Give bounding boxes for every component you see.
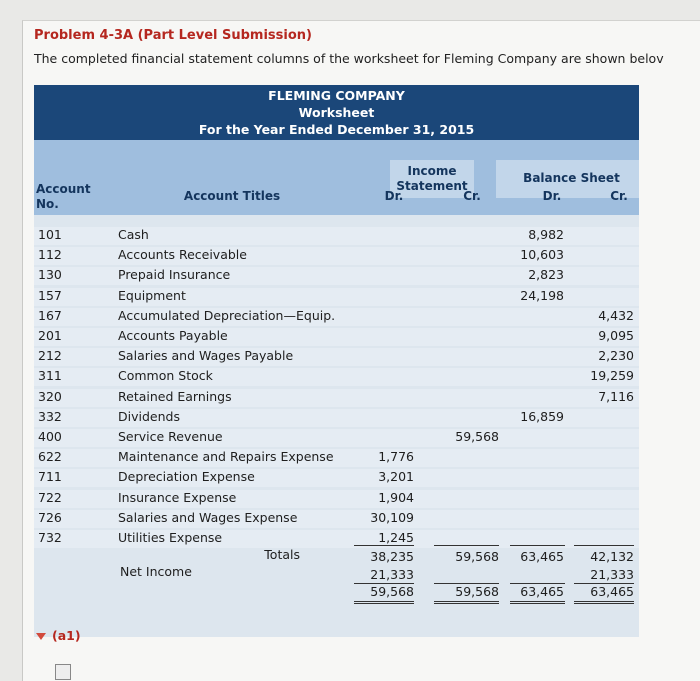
worksheet-header [34, 85, 639, 140]
net-income-income-dr: 21,333 [370, 567, 414, 582]
balance-dr-value [504, 489, 564, 507]
balance-dr-value [504, 307, 564, 325]
account-number: 101 [38, 227, 62, 242]
final-income-dr: 59,568 [370, 584, 414, 599]
income-cr-value [434, 347, 499, 365]
income-cr-header: Cr. [463, 189, 481, 203]
balance-cr-value [569, 428, 634, 446]
balance-cr-value [569, 287, 634, 305]
income-dr-value: 1,776 [378, 449, 414, 465]
total-underline [354, 545, 414, 546]
income-dr-value: 3,201 [378, 469, 414, 485]
income-cr-value [434, 408, 499, 426]
double-underline [434, 601, 499, 604]
income-dr-value [344, 307, 414, 325]
balance-dr-value: 16,859 [520, 408, 564, 424]
account-title: Salaries and Wages Payable [118, 348, 294, 364]
worksheet [34, 85, 639, 637]
account-title: Cash [118, 227, 149, 242]
account-title: Common Stock [118, 368, 213, 384]
account-number: 622 [38, 449, 62, 465]
account-number: 722 [38, 489, 62, 505]
account-number: 157 [38, 287, 62, 303]
income-cr-value [434, 489, 499, 507]
account-number: 332 [38, 408, 62, 424]
account-title: Prepaid Insurance [118, 267, 231, 283]
balance-dr-header: Dr. [542, 189, 562, 203]
account-title: Accounts Payable [118, 328, 228, 343]
income-cr-value [434, 226, 499, 244]
double-underline [574, 601, 634, 604]
account-titles-header: Account Titles [183, 189, 281, 203]
balance-cr-value [569, 468, 634, 486]
income-cr-value [434, 367, 499, 385]
section-a1-label: (a1) [52, 628, 81, 643]
final-balance-cr: 63,465 [590, 584, 634, 599]
total-underline [510, 545, 565, 546]
balance-dr-value [504, 468, 564, 486]
balance-cr-value [569, 266, 634, 284]
account-number: 400 [38, 429, 62, 444]
income-dr-value [344, 246, 414, 264]
account-number: 201 [38, 328, 62, 343]
balance-cr-header: Cr. [610, 189, 628, 203]
account-title: Salaries and Wages Expense [118, 509, 298, 525]
account-number: 311 [38, 368, 62, 384]
account-no-header: Account No. [36, 182, 91, 211]
account-title: Insurance Expense [118, 489, 237, 505]
income-dr-value [344, 408, 414, 426]
checkbox-icon[interactable] [55, 664, 71, 680]
income-cr-value [434, 246, 499, 264]
balance-cr-value: 9,095 [598, 328, 634, 343]
account-title: Service Revenue [118, 429, 223, 444]
balance-dr-value [504, 388, 564, 406]
income-cr-value [434, 327, 499, 345]
account-number: 320 [38, 388, 62, 404]
account-title: Equipment [118, 287, 186, 303]
double-underline [354, 601, 414, 604]
income-dr-value [344, 226, 414, 244]
income-dr-value [344, 327, 414, 345]
income-cr-value [434, 388, 499, 406]
account-title: Depreciation Expense [118, 469, 255, 485]
income-cr-value [434, 266, 499, 284]
income-cr-value [434, 287, 499, 305]
balance-dr-value: 8,982 [528, 227, 564, 242]
totals-balance-dr: 63,465 [520, 549, 564, 564]
total-underline [434, 545, 499, 546]
income-dr-value: 1,245 [378, 530, 414, 545]
problem-panel [22, 20, 700, 681]
balance-cr-value [569, 448, 634, 466]
income-dr-value [344, 367, 414, 385]
totals-label: Totals [264, 547, 300, 562]
final-income-cr: 59,568 [455, 584, 499, 599]
totals-balance-cr: 42,132 [590, 549, 634, 564]
account-title: Dividends [118, 408, 180, 424]
balance-sheet-header: Balance Sheet [523, 171, 620, 185]
income-statement-header: Income Statement [396, 164, 468, 193]
double-underline [510, 601, 565, 604]
totals-income-dr: 38,235 [370, 549, 414, 564]
balance-dr-value: 24,198 [520, 287, 564, 303]
balance-dr-value: 2,823 [528, 267, 564, 283]
problem-title: Problem 4-3A (Part Level Submission) [34, 28, 312, 43]
income-cr-value [434, 448, 499, 466]
balance-cr-value: 19,259 [590, 368, 634, 384]
totals-income-cr: 59,568 [455, 549, 499, 564]
account-title: Accounts Receivable [118, 247, 247, 263]
income-cr-value [434, 468, 499, 486]
income-cr-value: 59,568 [455, 429, 499, 444]
balance-cr-value: 2,230 [598, 348, 634, 364]
account-number: 711 [38, 469, 62, 485]
income-dr-value [344, 347, 414, 365]
account-number: 732 [38, 530, 62, 545]
company-name: FLEMING COMPANY [268, 88, 405, 103]
balance-dr-value [504, 509, 564, 527]
income-dr-value [344, 287, 414, 305]
account-number: 212 [38, 348, 62, 364]
income-cr-value [434, 509, 499, 527]
problem-description: The completed financial statement columns of the worksheet for Fleming Company are shown belov [34, 51, 664, 66]
balance-cr-value [569, 509, 634, 527]
expand-triangle-icon [36, 633, 46, 640]
total-underline [574, 545, 634, 546]
account-title: Accumulated Depreciation—Equip. [118, 307, 336, 323]
account-number: 726 [38, 509, 62, 525]
income-dr-value [344, 388, 414, 406]
balance-dr-value [504, 367, 564, 385]
balance-dr-value [504, 428, 564, 446]
income-dr-value [344, 266, 414, 284]
account-number: 167 [38, 307, 62, 323]
final-balance-dr: 63,465 [520, 584, 564, 599]
income-dr-value [344, 428, 414, 446]
account-title: Maintenance and Repairs Expense [118, 449, 334, 465]
balance-cr-value [569, 489, 634, 507]
income-cr-value [434, 307, 499, 325]
account-title: Utilities Expense [118, 530, 223, 545]
account-number: 130 [38, 267, 62, 283]
section-a1-toggle[interactable] [36, 628, 81, 643]
balance-cr-value: 4,432 [598, 307, 634, 323]
worksheet-name: Worksheet [298, 105, 375, 120]
income-dr-value: 30,109 [370, 509, 414, 525]
income-dr-value: 1,904 [378, 489, 414, 505]
balance-dr-value [504, 448, 564, 466]
balance-cr-value [569, 408, 634, 426]
balance-cr-value [569, 226, 634, 244]
balance-dr-value [504, 327, 564, 345]
net-income-label: Net Income [120, 564, 192, 579]
account-number: 112 [38, 247, 62, 263]
balance-dr-value [504, 347, 564, 365]
income-dr-header: Dr. [384, 189, 404, 203]
account-title: Retained Earnings [118, 388, 232, 404]
balance-dr-value: 10,603 [520, 247, 564, 263]
balance-cr-value [569, 246, 634, 264]
net-income-balance-cr: 21,333 [590, 567, 634, 582]
worksheet-period: For the Year Ended December 31, 2015 [198, 122, 475, 137]
balance-cr-value: 7,116 [598, 388, 634, 404]
